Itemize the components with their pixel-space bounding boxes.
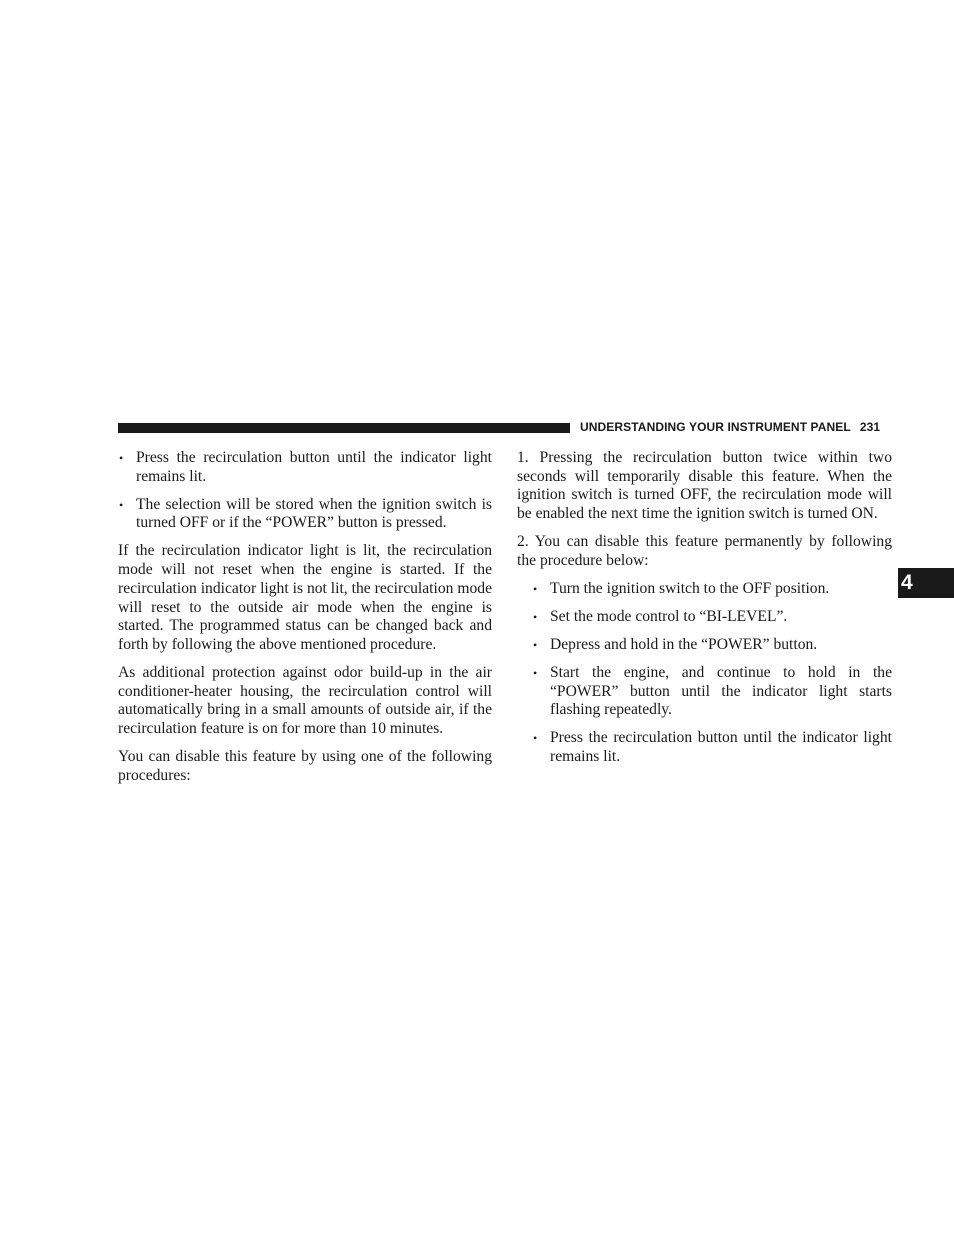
bullet-icon: • bbox=[119, 497, 124, 512]
step-paragraph: 1. Pressing the recirculation button twice within two seconds will temporarily disable this feature. When the ignition switch is turned OFF, the recirculation mode will be enabled the next time the ignition switch is turned ON. bbox=[517, 449, 892, 523]
bullet-icon: • bbox=[533, 637, 538, 652]
step-paragraph: 2. You can disable this feature permanently by following the procedure below: bbox=[517, 533, 892, 569]
list-item: • Set the mode control to “BI-LEVEL”. bbox=[533, 607, 788, 625]
page-number: 231 bbox=[859, 420, 881, 434]
section-title: UNDERSTANDING YOUR INSTRUMENT PANEL bbox=[580, 420, 851, 434]
bullet-icon: • bbox=[533, 609, 538, 624]
running-header bbox=[580, 420, 892, 435]
list-item: • Press the recirculation button until the indicator light remains lit. bbox=[533, 729, 892, 765]
body-paragraph: As additional protection against odor build-up in the air conditioner-heater housing, the recirculation control will automatically bring in a small amounts of outside air, if the recirculation feature is on for more than 10 minutes. bbox=[118, 663, 492, 738]
left-column bbox=[118, 449, 492, 795]
bullet-icon: • bbox=[119, 451, 124, 465]
chapter-tab: 4 bbox=[898, 568, 954, 598]
bullet-icon: • bbox=[533, 731, 538, 746]
bullet-icon: • bbox=[533, 581, 538, 596]
list-item: • Start the engine, and continue to hold in the “POWER” button until the indicator light starts flashing repeatedly. bbox=[533, 663, 892, 719]
body-paragraph: If the recirculation indicator light is lit, the recirculation mode will not reset when the engine is started. If the recirculation indicator light is not lit, the recirculation mode will reset to the outside air mode when the engine is started. The programmed status can be changed back and forth by following the above mentioned procedure. bbox=[118, 542, 492, 653]
bullet-icon: • bbox=[533, 665, 538, 680]
list-item: • Turn the ignition switch to the OFF position. bbox=[533, 579, 830, 597]
list-item: • Press the recirculation button until the indicator light remains lit. bbox=[119, 449, 492, 485]
right-column bbox=[517, 449, 892, 776]
left-bullet-list bbox=[118, 449, 492, 533]
right-bullet-list bbox=[532, 580, 892, 767]
header-rule bbox=[118, 423, 570, 433]
list-item: • The selection will be stored when the ignition switch is turned OFF or if the “POWER” button is pressed. bbox=[119, 495, 492, 532]
list-item: • Depress and hold in the “POWER” button. bbox=[533, 635, 818, 653]
body-paragraph: You can disable this feature by using one of the following procedures: bbox=[118, 748, 492, 784]
